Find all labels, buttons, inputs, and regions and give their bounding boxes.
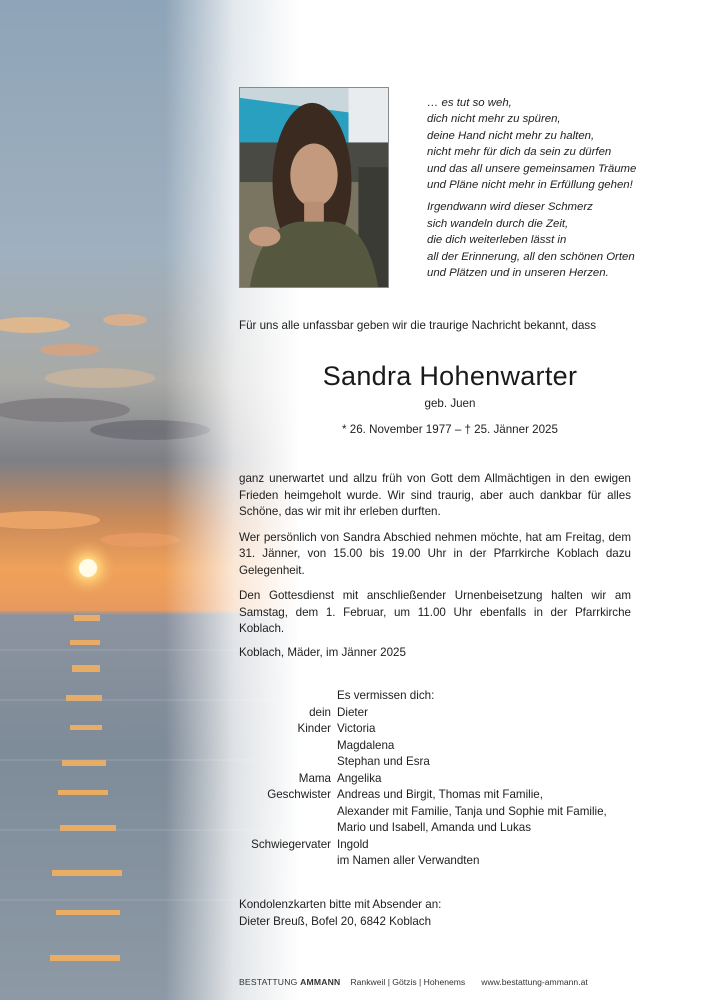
funeral-company-name: BESTATTUNG AMMANN [239,977,341,987]
mourners-heading: Es vermissen dich: [337,689,435,702]
paragraph-farewell: Wer persönlich von Sandra Abschied nehmen möchte, hat am Freitag, dem 31. Jänner, von 15.00 bis 19.00 Uhr in der Pfarrkirche Koblach dazu Gelegenheit. [239,530,631,577]
mourner-name: im Namen aller Verwandten [337,854,480,867]
mourners-heading-row [239,688,607,705]
paragraph-service: Den Gottesdienst mit anschließender Urnenbeisetzung halten wir am Samstag, dem 1. Februar, um 11.00 Uhr ebenfalls in der Pfarrkirche Koblach. [239,589,631,635]
mourner-name: Mario und Isabell, Amanda und Lukas [337,821,531,834]
mourner-role [239,754,337,771]
condolence-address [239,897,631,930]
mourner-row [239,804,607,821]
poem-line: nicht mehr für dich da sein zu dürfen [427,146,612,159]
poem-line: Irgendwann wird dieser Schmerz [427,201,593,214]
poem-line: und das all unsere gemeinsamen Träume [427,162,637,175]
mourner-row [239,705,607,722]
mourners-list [239,688,607,870]
mourner-row [239,738,607,755]
condolence-instruction: Kondolenzkarten bitte mit Absender an: [239,898,442,911]
birth-name: geb. Juen [424,397,476,410]
mourner-role: Geschwister [267,788,331,801]
mourner-role [239,738,337,755]
poem-line: und Pläne nicht mehr in Erfüllung gehen! [427,179,633,192]
mourner-role: Mama [298,771,331,785]
poem-line: dich nicht mehr zu spüren, [427,113,561,126]
funeral-company-website[interactable]: www.bestattung-ammann.at [481,977,588,987]
life-dates: * 26. November 1977 – † 25. Jänner 2025 [342,423,558,436]
mourner-row [239,754,607,771]
mourner-row [239,820,607,837]
intro-text: Für uns alle unfassbar geben wir die traurige Nachricht bekannt, dass [239,319,597,332]
paragraph-passing: ganz unerwartet und allzu früh von Gott dem Allmächtigen in den ewigen Frieden heimgeholt wurde. Wir sind traurig, aber auch dankbar für alles Schöne, das wir mit ihr erleben durften. [239,472,631,518]
condolence-recipient: Dieter Breuß, Bofel 20, 6842 Koblach [239,914,432,928]
poem-line: sich wandeln durch die Zeit, [427,217,569,230]
poem [427,95,697,287]
poem-stanza-2 [427,199,697,281]
mourner-name: Angelika [337,771,382,785]
portrait-photo [239,87,389,288]
mourner-role [239,820,337,837]
deceased-name: Sandra Hohenwarter [322,361,578,391]
poem-line: … es tut so weh, [427,97,512,109]
mourner-name: Alexander mit Familie, Tanja und Sophie mit Familie, [337,804,607,818]
announcement-body [239,471,631,647]
poem-stanza-1 [427,95,697,193]
mourner-row [239,721,607,738]
mourner-role: Schwiegervater [251,837,331,851]
mourner-role: Kinder [297,722,331,735]
funeral-company-locations: Rankweil | Götzis | Hohenems [350,977,466,987]
mourner-role [239,804,337,821]
mourner-row [239,853,607,870]
mourner-name: Victoria [337,722,376,735]
mourner-name: Dieter [337,705,368,719]
poem-line: all der Erinnerung, all den schönen Orten [427,250,635,263]
footer [239,977,588,987]
poem-line: die dich weiterleben lässt in [427,234,567,247]
poem-line: und Plätzen und in unseren Herzen. [427,267,609,280]
poem-line: deine Hand nicht mehr zu halten, [427,129,595,142]
mourner-role: dein [309,705,331,719]
mourner-row [239,837,607,854]
mourner-role [239,853,337,870]
mourner-row [239,771,607,788]
place-date: Koblach, Mäder, im Jänner 2025 [239,646,406,659]
mourner-name: Ingold [337,837,369,851]
mourner-row [239,787,607,804]
mourner-name: Stephan und Esra [337,755,430,768]
mourner-name: Magdalena [337,738,395,752]
mourner-name: Andreas und Birgit, Thomas mit Familie, [337,788,543,801]
